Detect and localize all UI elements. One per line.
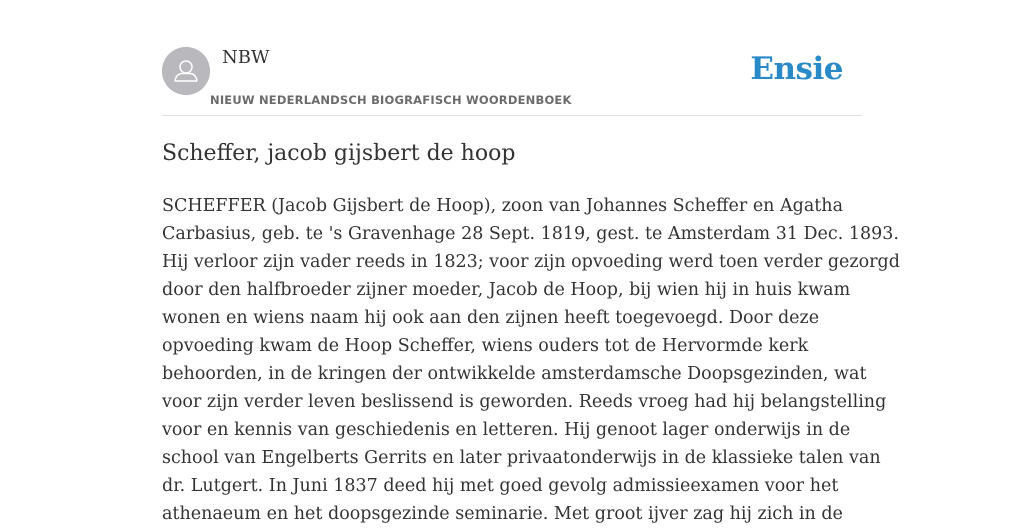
- body-line: voor zijn verder leven beslissend is geworden. Reeds vroeg had hij belangstelling: [162, 392, 887, 412]
- body-line: opvoeding kwam de Hoop Scheffer, wiens ouders tot de Hervormde kerk: [162, 336, 809, 356]
- body-line: athenaeum en het doopsgezinde seminarie. Met groot ijver zag hij zich in de: [162, 504, 843, 524]
- ensie-logo[interactable]: Ensie: [750, 51, 843, 87]
- body-line: wonen en wiens naam hij ook aan den zijnen heeft toegevoegd. Door deze: [162, 308, 820, 328]
- source-header: [162, 0, 862, 116]
- source-subtitle: NIEUW NEDERLANDSCH BIOGRAFISCH WOORDENBOEK: [210, 93, 572, 107]
- body-line: voor en kennis van geschiedenis en letteren. Hij genoot lager onderwijs in de: [162, 420, 851, 440]
- body-line: SCHEFFER (Jacob Gijsbert de Hoop), zoon van Johannes Scheffer en Agatha: [162, 196, 844, 216]
- body-line: door den halfbroeder zijner moeder, Jacob de Hoop, bij wien hij in huis kwam: [162, 280, 851, 300]
- user-icon[interactable]: [162, 47, 210, 95]
- body-line: behoorden, in de kringen der ontwikkelde amsterdamsche Doopsgezinden, wat: [162, 364, 867, 384]
- article-body: [162, 192, 900, 528]
- content-container: [162, 0, 900, 524]
- source-name[interactable]: NBW: [222, 47, 270, 68]
- body-line: Hij verloor zijn vader reeds in 1823; voor zijn opvoeding werd toen verder gezorgd: [162, 252, 900, 272]
- body-line: Carbasius, geb. te 's Gravenhage 28 Sept. 1819, gest. te Amsterdam 31 Dec. 1893.: [162, 224, 899, 244]
- body-line: dr. Lutgert. In Juni 1837 deed hij met goed gevolg admissieexamen voor het: [162, 476, 839, 496]
- body-line: school van Engelberts Gerrits en later privaatonderwijs in de klassieke talen van: [162, 448, 881, 468]
- article-title: Scheffer, jacob gijsbert de hoop: [162, 141, 516, 166]
